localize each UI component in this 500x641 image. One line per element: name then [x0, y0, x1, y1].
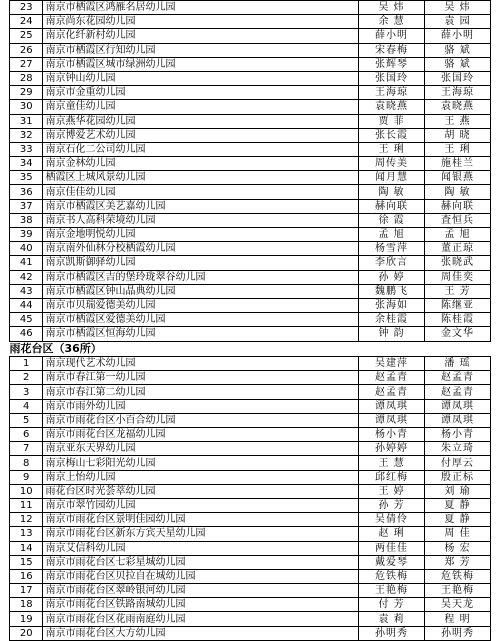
contact-name: 孟 旭 [425, 228, 491, 242]
principal-name: 邱红梅 [359, 470, 425, 484]
kindergarten-name: 南京市雨花台区翠岭银河幼儿园 [43, 584, 359, 598]
contact-name: 薛小明 [425, 29, 491, 43]
principal-name: 徐 霞 [359, 213, 425, 227]
row-index: 31 [10, 114, 43, 128]
row-index: 6 [10, 428, 43, 442]
contact-name: 骆 斌 [425, 57, 491, 71]
row-index: 26 [10, 43, 43, 57]
principal-name: 赵孟青 [359, 371, 425, 385]
principal-name: 孙 芳 [359, 498, 425, 512]
contact-name: 陶 敏 [425, 185, 491, 199]
contact-name: 王 琍 [425, 142, 491, 156]
principal-name: 袁 莉 [359, 612, 425, 626]
kindergarten-table [9, 0, 491, 641]
kindergarten-name: 南京书人高科荣境幼儿园 [43, 213, 359, 227]
table-row [10, 114, 491, 128]
kindergarten-name: 南京市雨花台区花雨南庭幼儿园 [43, 612, 359, 626]
row-index: 42 [10, 270, 43, 284]
principal-name: 吴建萍 [359, 357, 425, 371]
contact-name: 陈继亚 [425, 298, 491, 312]
table-row [10, 199, 491, 213]
row-index: 18 [10, 598, 43, 612]
kindergarten-name: 南京市雨花台区龙福幼儿园 [43, 428, 359, 442]
table-row [10, 371, 491, 385]
table-row [10, 298, 491, 312]
contact-name: 程 明 [425, 612, 491, 626]
principal-name: 孙婷婷 [359, 442, 425, 456]
principal-name: 陶 敏 [359, 185, 425, 199]
row-index: 27 [10, 57, 43, 71]
table-row [10, 157, 491, 171]
principal-name: 余 慧 [359, 15, 425, 29]
kindergarten-name: 南京金地明悦幼儿园 [43, 228, 359, 242]
table-row [10, 270, 491, 284]
principal-name: 魏鹏飞 [359, 284, 425, 298]
contact-name: 陈桂霞 [425, 313, 491, 327]
kindergarten-name: 雨花台区时光荟萃幼儿园 [43, 484, 359, 498]
row-index: 29 [10, 86, 43, 100]
row-index: 1 [10, 357, 43, 371]
table-row [10, 100, 491, 114]
table-row [10, 428, 491, 442]
principal-name: 张长霞 [359, 128, 425, 142]
district-header [10, 341, 491, 357]
district-title: 雨花台区（36所） [9, 342, 102, 356]
kindergarten-name: 南京市雨外幼儿园 [43, 399, 359, 413]
kindergarten-name: 南京艾信科幼儿园 [43, 541, 359, 555]
row-index: 3 [10, 385, 43, 399]
principal-name: 赫向联 [359, 199, 425, 213]
contact-name: 董正琼 [425, 242, 491, 256]
kindergarten-name: 南京市春江第二幼儿园 [43, 385, 359, 399]
table-row [10, 513, 491, 527]
contact-name: 査恒兵 [425, 213, 491, 227]
table-row [10, 15, 491, 29]
contact-name: 张晓武 [425, 256, 491, 270]
principal-name: 谭凤琪 [359, 413, 425, 427]
row-index: 16 [10, 569, 43, 583]
principal-name: 孙 婷 [359, 270, 425, 284]
principal-name: 吴倩伶 [359, 513, 425, 527]
kindergarten-name: 南京上怡幼儿园 [43, 470, 359, 484]
principal-name: 李欣言 [359, 256, 425, 270]
kindergarten-name: 南京尚东花园幼儿园 [43, 15, 359, 29]
row-index: 13 [10, 527, 43, 541]
contact-name: 王海琼 [425, 86, 491, 100]
table-row [10, 1, 491, 15]
contact-name: 吴 炜 [425, 1, 491, 15]
table-row [10, 171, 491, 185]
kindergarten-name: 南京亚东天界幼儿园 [43, 442, 359, 456]
contact-name: 张国玲 [425, 71, 491, 85]
kindergarten-name: 南京市栖霞区鸿雁名居幼儿园 [43, 1, 359, 15]
kindergarten-name: 南京童佳幼儿园 [43, 100, 359, 114]
row-index: 25 [10, 29, 43, 43]
principal-name: 贾 菲 [359, 114, 425, 128]
contact-name: 朱立琦 [425, 442, 491, 456]
row-index: 39 [10, 228, 43, 242]
contact-name: 周佳奕 [425, 270, 491, 284]
table-row [10, 626, 491, 640]
kindergarten-name: 南京市翠竹园幼儿园 [43, 498, 359, 512]
contact-name: 赫向联 [425, 199, 491, 213]
contact-name: 谭凤琪 [425, 413, 491, 427]
principal-name: 付 芳 [359, 598, 425, 612]
kindergarten-name: 南京市雨花台区七彩星城幼儿园 [43, 555, 359, 569]
kindergarten-name: 南京市栖霞区美艺嘉幼儿园 [43, 199, 359, 213]
principal-name: 薛小明 [359, 29, 425, 43]
kindergarten-name: 南京市栖霞区恒海幼儿园 [43, 327, 359, 341]
principal-name: 闻月慧 [359, 171, 425, 185]
kindergarten-name: 南京化纤新村幼儿园 [43, 29, 359, 43]
contact-name: 谭凤琪 [425, 399, 491, 413]
kindergarten-name: 南京现代艺术幼儿园 [43, 357, 359, 371]
contact-name: 袁 园 [425, 15, 491, 29]
kindergarten-name: 南京钟山幼儿园 [43, 71, 359, 85]
kindergarten-name: 南京市春江第一幼儿园 [43, 371, 359, 385]
contact-name: 付厚云 [425, 456, 491, 470]
row-index: 7 [10, 442, 43, 456]
table-row [10, 284, 491, 298]
kindergarten-name: 南京市栖霞区爱德美幼儿园 [43, 313, 359, 327]
principal-name: 吴 炜 [359, 1, 425, 15]
kindergarten-name: 南京市栖霞区行知幼儿园 [43, 43, 359, 57]
row-index: 24 [10, 15, 43, 29]
principal-name: 赵孟青 [359, 385, 425, 399]
table-row [10, 527, 491, 541]
principal-name: 杨雪萍 [359, 242, 425, 256]
table-row [10, 442, 491, 456]
principal-name: 宋春梅 [359, 43, 425, 57]
row-index: 17 [10, 584, 43, 598]
row-index: 35 [10, 171, 43, 185]
contact-name: 袁晓燕 [425, 100, 491, 114]
principal-name: 袁晓燕 [359, 100, 425, 114]
kindergarten-name: 南京金林幼儿园 [43, 157, 359, 171]
row-index: 36 [10, 185, 43, 199]
row-index: 19 [10, 612, 43, 626]
principal-name: 钟 韵 [359, 327, 425, 341]
kindergarten-name: 南京市雨花台区小百合幼儿园 [43, 413, 359, 427]
table-row [10, 541, 491, 555]
table-row [10, 470, 491, 484]
kindergarten-name: 南京市栖霞区钟山晶典幼儿园 [43, 284, 359, 298]
contact-name: 胡 晓 [425, 128, 491, 142]
row-index: 28 [10, 71, 43, 85]
contact-name: 赵孟青 [425, 371, 491, 385]
contact-name: 殷正标 [425, 470, 491, 484]
contact-name: 周 佳 [425, 527, 491, 541]
table-row [10, 413, 491, 427]
row-index: 11 [10, 498, 43, 512]
principal-name: 王 婷 [359, 484, 425, 498]
kindergarten-name: 南京市雨花台区贝拉自在城幼儿园 [43, 569, 359, 583]
kindergarten-name: 南京佳佳幼儿园 [43, 185, 359, 199]
table-row [10, 385, 491, 399]
row-index: 20 [10, 626, 43, 640]
row-index: 32 [10, 128, 43, 142]
table-row [10, 29, 491, 43]
principal-name: 孙明秀 [359, 626, 425, 640]
row-index: 41 [10, 256, 43, 270]
table-row [10, 399, 491, 413]
table-row [10, 128, 491, 142]
row-index: 38 [10, 213, 43, 227]
kindergarten-name: 南京市雨花台区大方幼儿园 [43, 626, 359, 640]
kindergarten-name: 栖霞区上城风景幼儿园 [43, 171, 359, 185]
kindergarten-name: 南京市雨花台区景明佳园幼儿园 [43, 513, 359, 527]
principal-name: 王 琍 [359, 142, 425, 156]
kindergarten-name: 南京市金重幼儿园 [43, 86, 359, 100]
row-index: 10 [10, 484, 43, 498]
row-index: 9 [10, 470, 43, 484]
kindergarten-name: 南京市贝瑞爱德美幼儿园 [43, 298, 359, 312]
principal-name: 孟 旭 [359, 228, 425, 242]
row-index: 33 [10, 142, 43, 156]
contact-name: 孙明秀 [425, 626, 491, 640]
row-index: 5 [10, 413, 43, 427]
principal-name: 张海如 [359, 298, 425, 312]
contact-name: 夏 静 [425, 498, 491, 512]
kindergarten-name: 南京梅山七彩阳光幼儿园 [43, 456, 359, 470]
row-index: 37 [10, 199, 43, 213]
row-index: 2 [10, 371, 43, 385]
principal-name: 王海琼 [359, 86, 425, 100]
table-row [10, 86, 491, 100]
kindergarten-name: 南京市雨花台区新东方宾天星幼儿园 [43, 527, 359, 541]
row-index: 34 [10, 157, 43, 171]
kindergarten-name: 南京市栖霞区城市绿洲幼儿园 [43, 57, 359, 71]
row-index: 23 [10, 1, 43, 15]
row-index: 30 [10, 100, 43, 114]
contact-name: 王 芳 [425, 284, 491, 298]
table-row [10, 57, 491, 71]
principal-name: 余桂霞 [359, 313, 425, 327]
table-row [10, 498, 491, 512]
principal-name: 赵 琍 [359, 527, 425, 541]
contact-name: 危铁梅 [425, 569, 491, 583]
kindergarten-name: 南京南外仙林分校栖霞幼儿园 [43, 242, 359, 256]
table-row [10, 584, 491, 598]
table-row [10, 569, 491, 583]
table-row [10, 456, 491, 470]
kindergarten-name: 南京燕华花园幼儿园 [43, 114, 359, 128]
principal-name: 张国玲 [359, 71, 425, 85]
contact-name: 王 燕 [425, 114, 491, 128]
table-row [10, 185, 491, 199]
contact-name: 吴天龙 [425, 598, 491, 612]
contact-name: 潘 瑶 [425, 357, 491, 371]
row-index: 14 [10, 541, 43, 555]
table-row [10, 256, 491, 270]
table-row [10, 228, 491, 242]
kindergarten-name: 南京市栖霞区吉的堡玲珑翠谷幼儿园 [43, 270, 359, 284]
principal-name: 杨小青 [359, 428, 425, 442]
principal-name: 危铁梅 [359, 569, 425, 583]
contact-name: 闻银燕 [425, 171, 491, 185]
principal-name: 周传美 [359, 157, 425, 171]
row-index: 46 [10, 327, 43, 341]
principal-name: 张辉琴 [359, 57, 425, 71]
principal-name: 王艳梅 [359, 584, 425, 598]
contact-name: 骆 斌 [425, 43, 491, 57]
contact-name: 金文华 [425, 327, 491, 341]
contact-name: 赵孟青 [425, 385, 491, 399]
kindergarten-name: 南京凯斯御驿幼儿园 [43, 256, 359, 270]
principal-name: 两佳佳 [359, 541, 425, 555]
row-index: 12 [10, 513, 43, 527]
row-index: 8 [10, 456, 43, 470]
table-row [10, 43, 491, 57]
table-row [10, 313, 491, 327]
kindergarten-name: 南京博爱艺术幼儿园 [43, 128, 359, 142]
row-index: 43 [10, 284, 43, 298]
table-row [10, 71, 491, 85]
table-row [10, 213, 491, 227]
table-row [10, 357, 491, 371]
table-row [10, 242, 491, 256]
table-row [10, 555, 491, 569]
row-index: 44 [10, 298, 43, 312]
row-index: 4 [10, 399, 43, 413]
contact-name: 施桂兰 [425, 157, 491, 171]
kindergarten-name: 南京石化二公司幼儿园 [43, 142, 359, 156]
contact-name: 郑 芳 [425, 555, 491, 569]
table-row [10, 598, 491, 612]
contact-name: 杨小青 [425, 428, 491, 442]
contact-name: 王艳梅 [425, 584, 491, 598]
row-index: 45 [10, 313, 43, 327]
contact-name: 杨 宏 [425, 541, 491, 555]
kindergarten-name: 南京市雨花台区铁路南城幼儿园 [43, 598, 359, 612]
table-row [10, 484, 491, 498]
row-index: 15 [10, 555, 43, 569]
row-index: 40 [10, 242, 43, 256]
table-row [10, 327, 491, 341]
table-row [10, 142, 491, 156]
contact-name: 刘 瑜 [425, 484, 491, 498]
principal-name: 戴爱琴 [359, 555, 425, 569]
principal-name: 王 慧 [359, 456, 425, 470]
table-row [10, 612, 491, 626]
contact-name: 夏 静 [425, 513, 491, 527]
principal-name: 谭凤琪 [359, 399, 425, 413]
